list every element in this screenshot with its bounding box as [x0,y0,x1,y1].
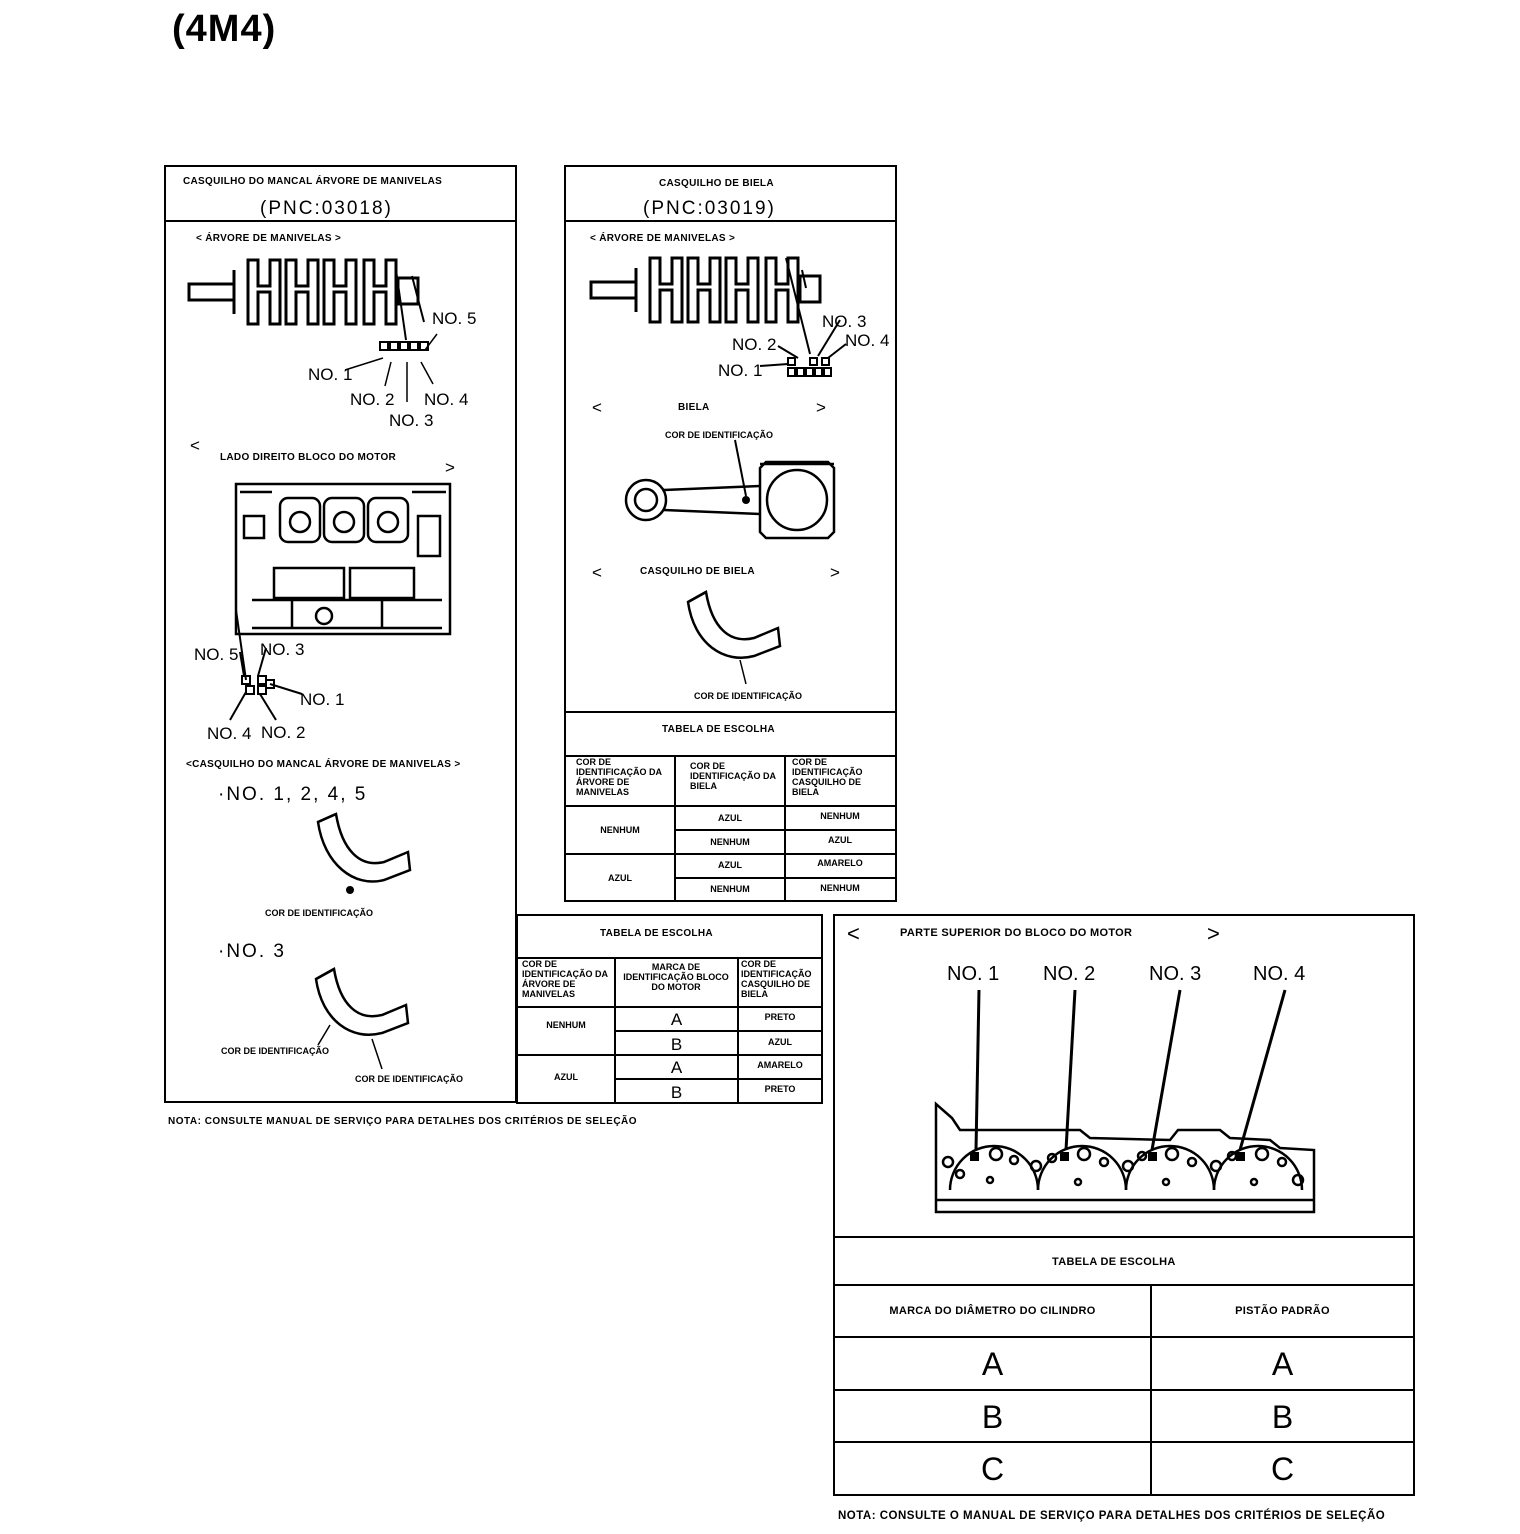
rod-panel-title: CASQUILHO DE BIELA [659,178,774,189]
main-table-title: TABELA DE ESCOLHA [600,928,713,939]
main-table-r1-mark: A [670,1010,683,1029]
piston-table-header-bottom [833,1336,1415,1338]
crank-label-no1: NO. 1 [308,365,353,384]
note-left: NOTA: CONSULTE MANUAL DE SERVIÇO PARA DETALHES DOS CRITÉRIOS DE SELEÇÃO [168,1116,638,1127]
rod-table-header-1: COR DE IDENTIFICAÇÃO DA ÁRVORE DE MANIVELAS [576,757,662,797]
page-title: (4M4) [172,8,277,50]
main-table-r2-mark: B [670,1035,683,1054]
block-label-no4: NO. 4 [207,724,252,743]
piston-table-r3-piston: C [1270,1450,1295,1487]
rod-crank-label-no3: NO. 3 [822,312,867,331]
rod-bearing-section-label: CASQUILHO DE BIELA [640,566,755,577]
rod-crank-label-no4: NO. 4 [845,331,890,350]
rod-table-header-3: COR DE IDENTIFICAÇÃO CASQUILHO DE BIELA [792,757,863,797]
bearing-shell-b [308,965,418,1055]
piston-table-r2-bore: B [981,1398,1004,1435]
piston-table-header-1: MARCA DO DIÂMETRO DO CILINDRO [889,1305,1096,1317]
bearing-group-a-label: ·NO. 1, 2, 4, 5 [218,784,368,805]
block-label-no3: NO. 3 [260,640,305,659]
main-crankshaft-section-label: < ÁRVORE DE MANIVELAS > [196,233,342,244]
cyl-label-no4: NO. 4 [1253,963,1306,985]
block-section-label: LADO DIREITO BLOCO DO MOTOR [220,452,397,463]
rod-bearing-id-color: COR DE IDENTIFICAÇÃO [694,691,802,701]
rod-table-r3c2: AMARELO [817,858,863,868]
main-table-r3-mark: A [670,1058,683,1077]
rod-table-title: TABELA DE ESCOLHA [662,724,775,735]
rod-table-r2c2: AZUL [828,835,852,845]
block-id-marks [210,610,320,730]
piston-table-r3-bore: C [980,1450,1005,1487]
block-section-close: > [445,458,455,477]
bearing-shell-a [310,808,420,898]
main-table-group-1: NENHUM [546,1020,586,1030]
main-table-r4-mark: B [670,1083,683,1102]
block-section-open: < [190,436,200,455]
block-label-no5: NO. 5 [194,645,239,664]
rod-table-r3c1: AZUL [718,860,742,870]
crank-label-no2: NO. 2 [350,390,395,409]
main-table-r4-color: PRETO [764,1084,796,1094]
rod-table-r2c1: NENHUM [710,837,750,847]
bearing-b-id-color-2: COR DE IDENTIFICAÇÃO [355,1074,463,1084]
piston-table-header-2: PISTÃO PADRÃO [1235,1305,1330,1317]
block-label-no1: NO. 1 [300,690,345,709]
main-panel-title: CASQUILHO DO MANCAL ÁRVORE DE MANIVELAS [183,176,443,187]
piston-table-r2-piston: B [1271,1398,1294,1435]
rod-table-group-2: AZUL [608,873,632,883]
block-top-drawing [930,990,1330,1230]
piston-table-r1-piston: A [1271,1345,1294,1382]
piston-section-open: < [847,921,860,946]
rod-section-label: BIELA [678,402,710,413]
main-panel-header-divider [164,220,517,222]
rod-crankshaft-section-label: < ÁRVORE DE MANIVELAS > [590,233,736,244]
main-table-group-2: AZUL [554,1072,578,1082]
main-table-r2-color: AZUL [768,1037,792,1047]
main-table-header-2: MARCA DE IDENTIFICAÇÃO BLOCO DO MOTOR [623,962,729,992]
rod-panel-header-divider [564,220,897,222]
rod-section-close: > [816,398,826,417]
bearing-a-id-color: COR DE IDENTIFICAÇÃO [265,908,373,918]
crank-leaders-left [345,320,485,400]
rod-section-open: < [592,398,602,417]
cyl-label-no1: NO. 1 [947,963,1000,985]
main-table-header-3: COR DE IDENTIFICAÇÃO CASQUILHO DE BIELA [741,959,812,999]
main-table-r1-color: PRETO [764,1012,796,1022]
rod-crank-label-no1: NO. 1 [718,361,763,380]
crank-label-no3: NO. 3 [389,411,434,430]
bearing-group-b-label: ·NO. 3 [218,941,286,962]
rod-table-header-2: COR DE IDENTIFICAÇÃO DA BIELA [690,761,776,791]
piston-section-label: PARTE SUPERIOR DO BLOCO DO MOTOR [900,927,1133,939]
rod-table-top [564,711,897,713]
rod-panel-pnc: (PNC:03019) [643,198,776,219]
cyl-label-no2: NO. 2 [1043,963,1096,985]
piston-table-top [833,1236,1415,1238]
bearing-b-id-color-1: COR DE IDENTIFICAÇÃO [221,1046,329,1056]
piston-section-close: > [1207,921,1220,946]
rod-table-r1c1: AZUL [718,813,742,823]
cyl-label-no3: NO. 3 [1149,963,1202,985]
rod-id-color-label: COR DE IDENTIFICAÇÃO [665,430,773,440]
connecting-rod-drawing [620,450,850,550]
crank-label-no4: NO. 4 [424,390,469,409]
crank-label-no5: NO. 5 [432,309,477,328]
rod-table-r1c2: NENHUM [820,811,860,821]
rod-crank-label-no2: NO. 2 [732,335,777,354]
rod-bearing-shell [680,588,790,678]
main-bearing-section-label: <CASQUILHO DO MANCAL ÁRVORE DE MANIVELAS > [186,759,461,770]
piston-table-row1 [833,1389,1415,1391]
main-panel-pnc: (PNC:03018) [260,198,393,219]
note-right: NOTA: CONSULTE O MANUAL DE SERVIÇO PARA DETALHES DOS CRITÉRIOS DE SELEÇÃO [838,1510,1386,1522]
piston-table-r1-bore: A [981,1345,1004,1382]
main-table-header-1: COR DE IDENTIFICAÇÃO DA ÁRVORE DE MANIVELAS [522,959,608,999]
rod-table-r4c1: NENHUM [710,884,750,894]
main-table-r3-color: AMARELO [757,1060,803,1070]
piston-table-title: TABELA DE ESCOLHA [1052,1256,1176,1268]
block-label-no2: NO. 2 [261,723,306,742]
rod-bearing-section-close: > [830,563,840,582]
rod-table-r4c2: NENHUM [820,883,860,893]
rod-table-group-1: NENHUM [600,825,640,835]
rod-bearing-section-open: < [592,563,602,582]
